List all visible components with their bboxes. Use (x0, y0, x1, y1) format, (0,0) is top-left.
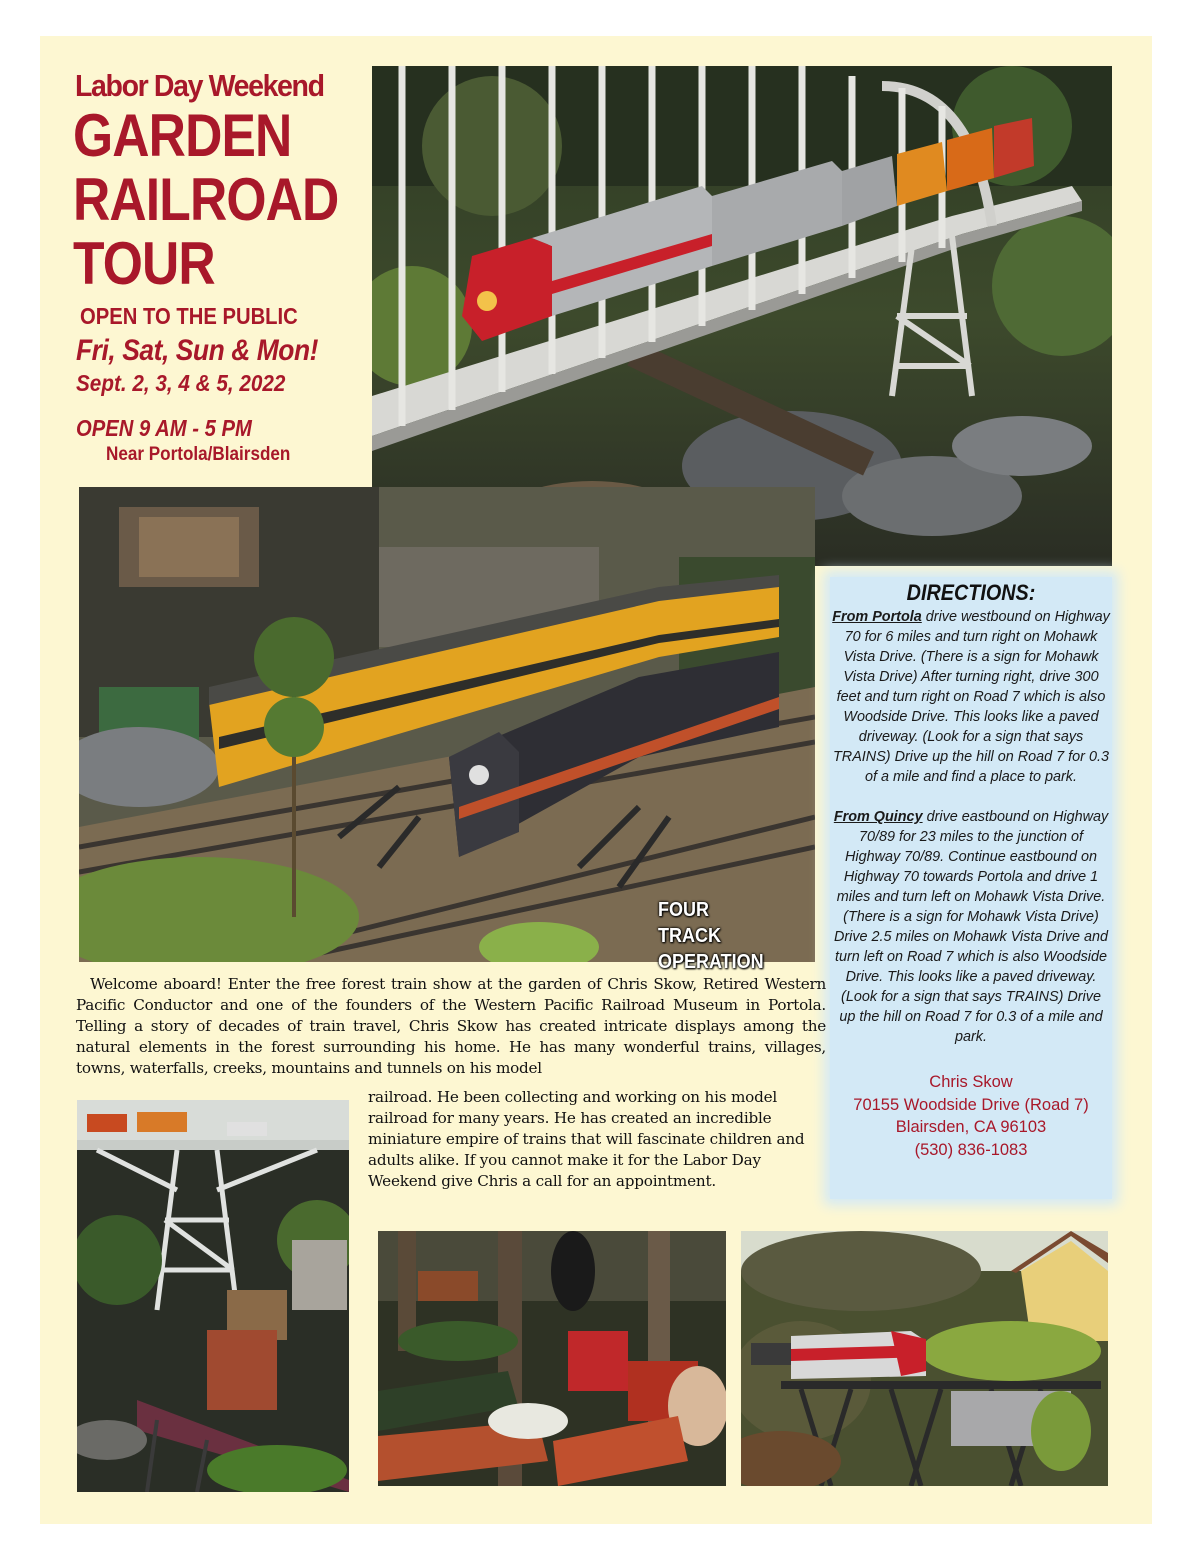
contact-phone: (530) 836-1083 (914, 1140, 1028, 1159)
intro-paragraph-continued: railroad. He been collecting and working on his model railroad for many years. He has created an incredible miniature empire of trains that will fascinate children and adults alike. If you cannot make it for the Labor Day Weekend give Chris a call for an appointment. (368, 1088, 805, 1190)
four-track-caption-line1: FOUR TRACK (658, 899, 721, 947)
forest-photo (378, 1231, 726, 1486)
event-location: Near Portola/Blairsden (106, 444, 291, 465)
directions-box (830, 577, 1112, 1199)
intro-paragraph: Welcome aboard! Enter the free forest train show at the garden of Chris Skow, Retired Western Pacific Conductor and one of the founders of the Western Pacific Railroad Museum in Portola. Telling a story of decades of train travel, Chris Skow has created intricate displays among the natural elements in the forest surrounding his home. He has many wonderful trains, villages, towns, waterfalls, creeks, mountains and tunnels on his model (76, 975, 826, 1077)
santa-fe-photo (741, 1231, 1108, 1486)
event-subtitle: Labor Day Weekend (75, 68, 324, 103)
directions-from-quincy (830, 807, 1112, 1047)
title-garden: GARDEN (73, 102, 292, 169)
trestle-photo (77, 1100, 349, 1492)
four-track-photo (79, 487, 815, 962)
from-portola-label: From Portola (832, 609, 922, 625)
contact-name: Chris Skow (929, 1073, 1013, 1091)
forest-photo-art (378, 1231, 726, 1486)
event-hours: OPEN 9 AM - 5 PM (76, 415, 252, 441)
four-track-caption-line2: OPERATION (658, 951, 764, 973)
directions-heading: DIRECTIONS: (906, 580, 1036, 605)
from-quincy-label: From Quincy (833, 809, 923, 825)
contact-city: Blairsden, CA 96103 (895, 1118, 1047, 1136)
from-quincy-text: drive eastbound on Highway 70/89 for 23 miles to the junction of Highway 70/89. Continue eastbound on Highway 70 towards Portola and drive 1 miles and turn left on Mohawk Vista Drive. (There is a sign for Mohawk Vista Drive) Drive 2.5 miles on Mohawk Vista Drive and turn left on Road 7 which is also Woodside Drive. This looks like a paved driveway. (Look for a sign that says TRAINS) Drive up the hill on Road 7 for 0.3 of a mile and park. (833, 809, 1109, 1045)
directions-from-portola (830, 607, 1112, 787)
four-track-photo-art (79, 487, 815, 962)
from-portola-text: drive westbound on Highway 70 for 6 miles and turn right on Mohawk Vista Drive. (There is a sign for Mohawk Vista Drive) After turning right, drive 300 feet and turn right on Road 7 which is also Woodside Drive. This looks like a paved driveway. (Look for a sign that says TRAINS) Drive up the hill on Road 7 for 0.3 of a mile and find a place to park. (833, 609, 1110, 785)
contact-address: 70155 Woodside Drive (Road 7) (853, 1095, 1089, 1114)
event-dates: Sept. 2, 3, 4 & 5, 2022 (76, 370, 286, 396)
open-to-public: OPEN TO THE PUBLIC (80, 303, 298, 329)
event-days: Fri, Sat, Sun & Mon! (76, 334, 318, 367)
santa-fe-photo-art (741, 1231, 1108, 1486)
title-tour: TOUR (73, 230, 215, 297)
trestle-photo-art (77, 1100, 349, 1492)
contact-block (830, 1071, 1112, 1161)
title-railroad: RAILROAD (73, 166, 339, 233)
four-track-caption (658, 897, 775, 975)
